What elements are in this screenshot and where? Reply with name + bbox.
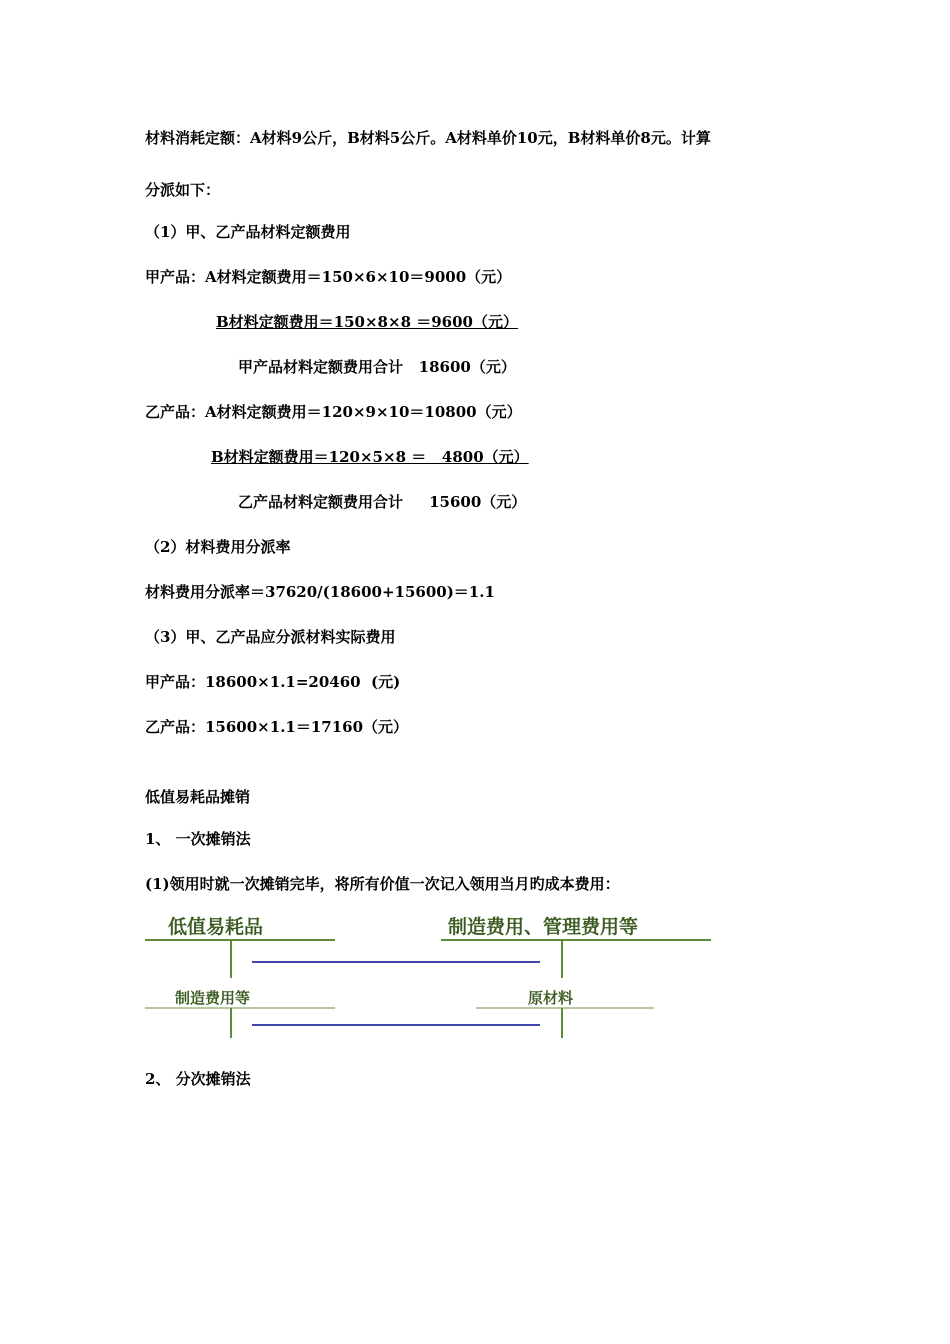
transfer-line-top — [252, 961, 540, 963]
text-line-jia-a: 甲产品：A材料定额费用＝150×6×10＝9000（元） — [145, 268, 512, 286]
diagram-label-bottom-left: 制造费用等 — [175, 989, 251, 1007]
t-account-bottom-right-stem — [561, 1008, 563, 1038]
text-line-jia-b: B材料定额费用＝150×8×8 ＝9600（元） — [216, 313, 518, 331]
text-line-jia-actual: 甲产品：18600×1.1=20460 (元) — [145, 673, 401, 691]
section-heading-1: （1）甲、乙产品材料定额费用 — [145, 223, 351, 241]
section-heading-amortization: 低值易耗品摊销 — [145, 788, 251, 806]
t-account-top-right-bar — [441, 939, 711, 941]
diagram-label-bottom-right: 原材料 — [528, 989, 574, 1007]
text-line-rate: 材料费用分派率＝37620/(18600+15600)＝1.1 — [145, 583, 495, 601]
text-line-yi-b: B材料定额费用＝120×5×8 ＝ 4800（元） — [211, 448, 529, 466]
t-account-top-right-stem — [561, 940, 563, 978]
text-line-jia-total: 甲产品材料定额费用合计 18600（元） — [238, 358, 516, 376]
text-line-yi-actual: 乙产品：15600×1.1＝17160（元） — [145, 718, 409, 736]
method-description-1: (1)领用时就一次摊销完毕，将所有价值一次记入领用当月旳成本费用： — [145, 875, 620, 893]
text-line-1: 材料消耗定额：A材料9公斤，B材料5公斤。A材料单价10元，B材料单价8元。计算 — [145, 129, 711, 147]
diagram-label-top-left: 低值易耗品 — [168, 916, 264, 938]
method-heading-2: 2、 分次摊销法 — [145, 1070, 251, 1088]
t-account-top-left-stem — [230, 940, 232, 978]
section-heading-2: （2）材料费用分派率 — [145, 538, 291, 556]
t-account-top-left-bar — [145, 939, 335, 941]
transfer-line-bottom — [252, 1024, 540, 1026]
text-line-yi-a: 乙产品：A材料定额费用＝120×9×10＝10800（元） — [145, 403, 522, 421]
t-account-bottom-left-stem — [230, 1008, 232, 1038]
section-heading-3: （3）甲、乙产品应分派材料实际费用 — [145, 628, 396, 646]
text-line-yi-total: 乙产品材料定额费用合计 15600（元） — [238, 493, 527, 511]
method-heading-1: 1、 一次摊销法 — [145, 830, 251, 848]
t-account-bottom-left-bar — [145, 1007, 335, 1009]
diagram-label-top-right: 制造费用、管理费用等 — [448, 916, 639, 938]
t-account-bottom-right-bar — [476, 1007, 654, 1009]
text-line-2: 分派如下： — [145, 181, 221, 199]
